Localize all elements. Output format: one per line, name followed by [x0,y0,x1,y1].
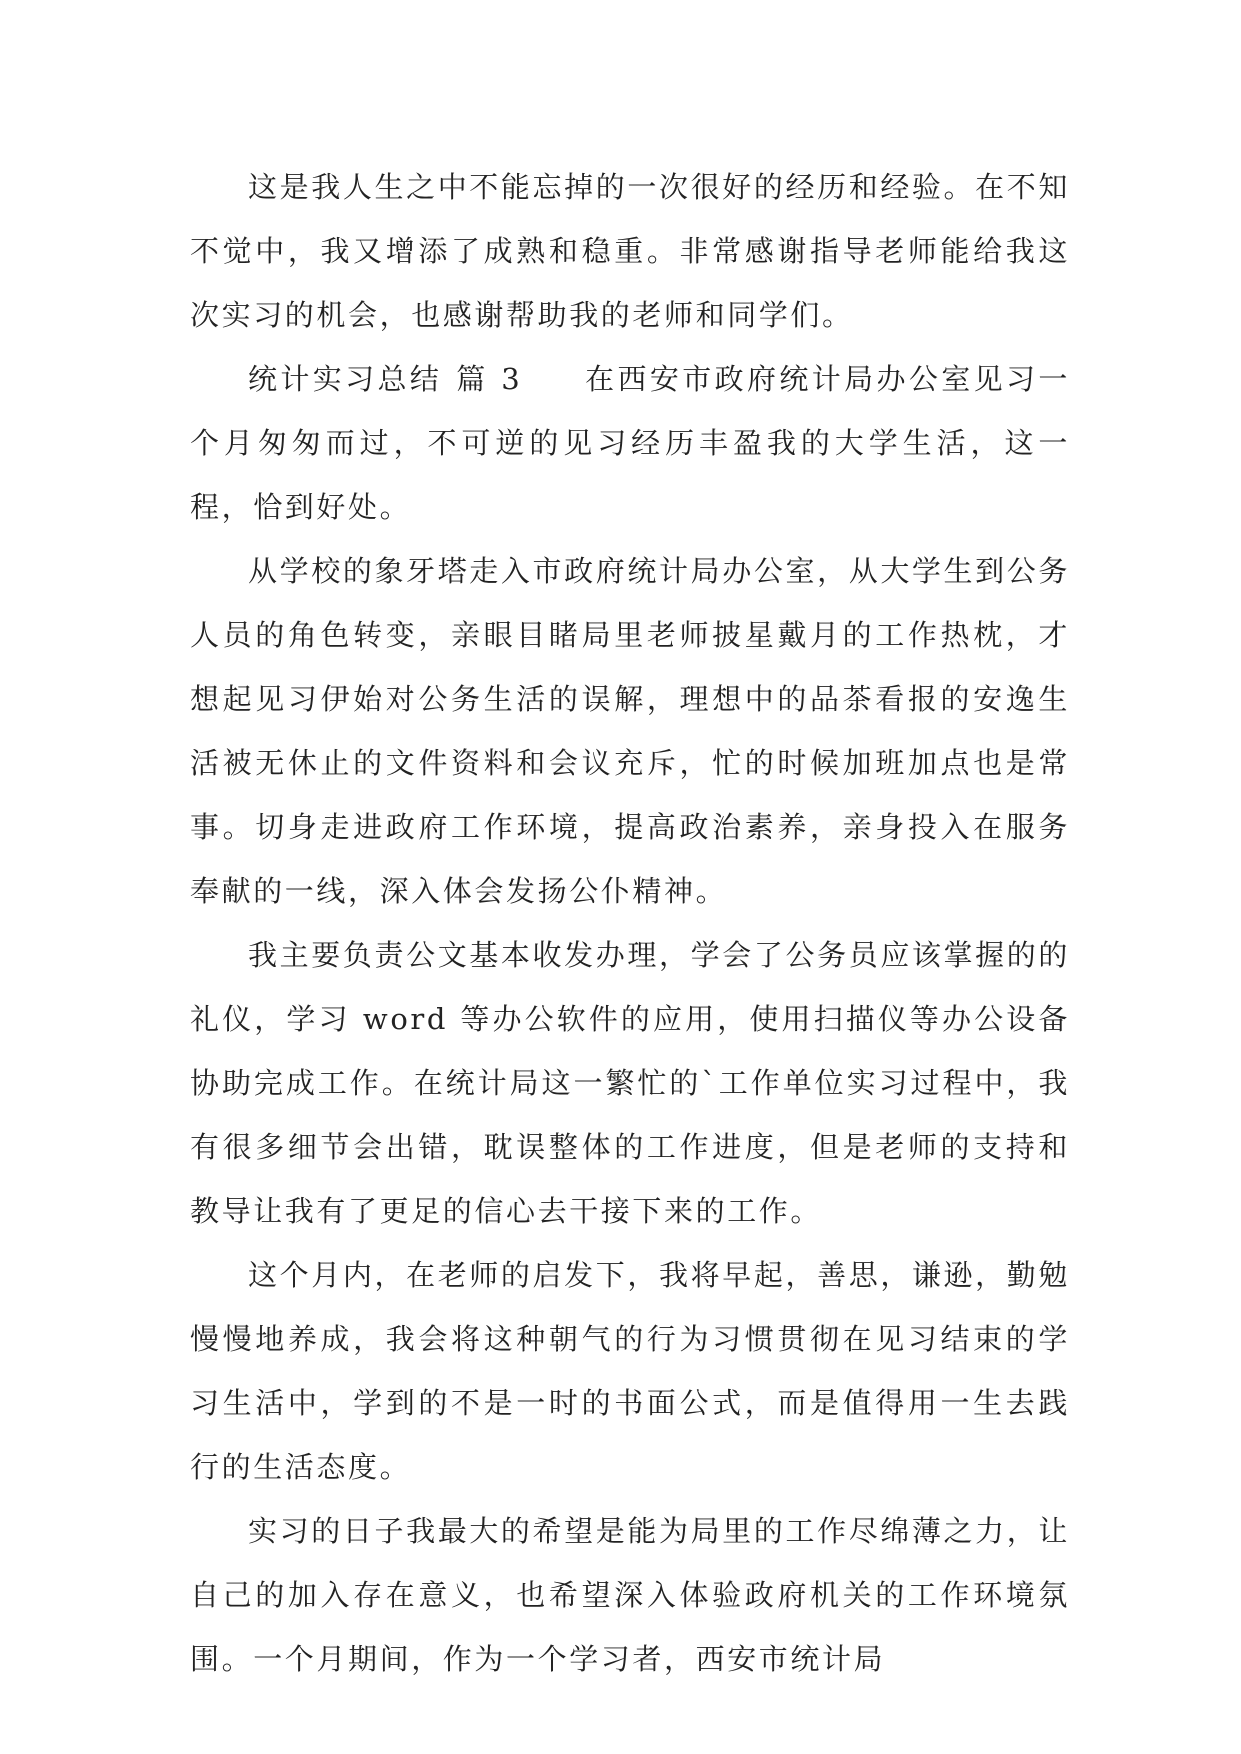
section-heading-paragraph [190,347,1070,539]
paragraph-habits: 这个月内，在老师的启发下，我将早起，善思，谦逊，勤勉慢慢地养成，我会将这种朝气的行为习惯贯彻在见习结束的学习生活中，学到的不是一时的书面公式，而是值得用一生去践行的生活态度。 [190,1258,1070,1484]
section-title: 统计实习总结 [248,362,443,396]
section-number: 篇 3 [456,362,523,396]
document-body [190,155,1070,1691]
paragraph-hopes: 实习的日子我最大的希望是能为局里的工作尽绵薄之力，让自己的加入存在意义，也希望深入体验政府机关的工作环境氛围。一个月期间，作为一个学习者，西安市统计局 [190,1514,1070,1676]
section-intro-text: 在西安市政府统计局办公室见习一个月匆匆而过，不可逆的见习经历丰盈我的大学生活，这一程，恰到好处。 [190,362,1070,524]
paragraph-role-change: 从学校的象牙塔走入市政府统计局办公室，从大学生到公务人员的角色转变，亲眼目睹局里老师披星戴月的工作热枕，才想起见习伊始对公务生活的误解，理想中的品茶看报的安逸生活被无休止的文件资料和会议充斥，忙的时候加班加点也是常事。切身走进政府工作环境，提高政治素养，亲身投入在服务奉献的一线，深入体会发扬公仆精神。 [190,554,1070,908]
paragraph-closing: 这是我人生之中不能忘掉的一次很好的经历和经验。在不知不觉中，我又增添了成熟和稳重。非常感谢指导老师能给我这次实习的机会，也感谢帮助我的老师和同学们。 [190,170,1070,332]
paragraph-duties: 我主要负责公文基本收发办理，学会了公务员应该掌握的的礼仪，学习 word 等办公软件的应用，使用扫描仪等办公设备协助完成工作。在统计局这一繁忙的`工作单位实习过程中，我有很多细节会出错，耽误整体的工作进度，但是老师的支持和教导让我有了更足的信心去干接下来的工作。 [190,938,1070,1228]
